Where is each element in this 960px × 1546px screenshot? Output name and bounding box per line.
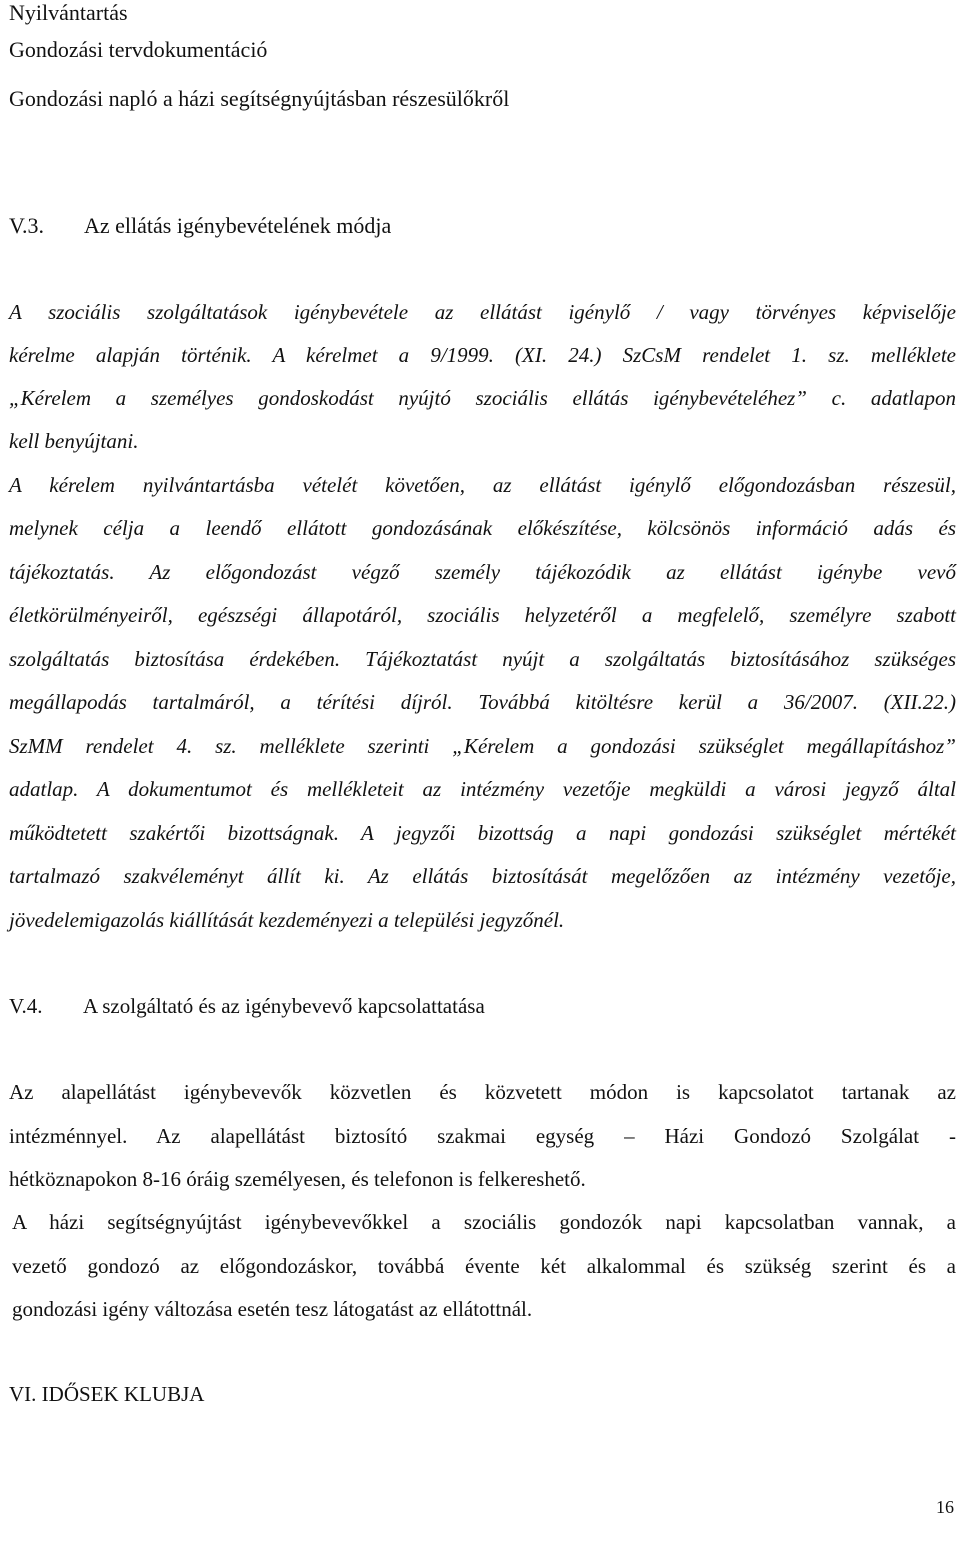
para3-line-3: hétköznapokon 8-16 óráig személyesen, és telefonon is felkereshető.	[9, 1167, 586, 1191]
para2-line-1: A kérelem nyilvántartásba vételét követően, az ellátást igénylő előgondozásban részesül,	[9, 473, 956, 497]
section-v4-number: V.4.	[9, 994, 43, 1018]
section-vi-title: VI. IDŐSEK KLUBJA	[9, 1382, 205, 1406]
para1-line-2: kérelme alapján történik. A kérelmet a 9/1999. (XI. 24.) SzCsM rendelet 1. sz. melléklete	[9, 343, 956, 367]
para3-line-1: Az alapellátást igénybevevők közvetlen és közvetett módon is kapcsolatot tartanak az	[9, 1080, 956, 1104]
para1-line-1: A szociális szolgáltatások igénybevétele az ellátást igénylő / vagy törvényes képviselője	[9, 300, 956, 324]
para2-line-7: SzMM rendelet 4. sz. melléklete szerinti „Kérelem a gondozási szükséglet megállapításhoz”	[9, 734, 956, 758]
page-number: 16	[936, 1497, 954, 1517]
para1-line-4: kell benyújtani.	[9, 429, 139, 453]
para2-line-10: tartalmazó szakvéleményt állít ki. Az ellátás biztosítását megelőzően az intézmény vezetője,	[9, 864, 956, 888]
para4-line-2: vezető gondozó az előgondozáskor, továbbá évente két alkalommal és szükség szerint és a	[12, 1254, 956, 1278]
para2-line-11: jövedelemigazolás kiállítását kezdeményezi a települési jegyzőnél.	[9, 908, 565, 932]
section-v3-number: V.3.	[9, 213, 45, 238]
para4-line-1: A házi segítségnyújtást igénybevevőkkel a szociális gondozók napi kapcsolatban vannak, a	[12, 1210, 956, 1234]
para2-line-6: megállapodás tartalmáról, a térítési díjról. Továbbá kitöltésre kerül a 36/2007. (XII.22.)	[9, 690, 956, 714]
para2-line-9: működtetett szakértői bizottságnak. A jegyzői bizottság a napi gondozási szükséglet mértékét	[9, 821, 956, 845]
header-line-2: Gondozási tervdokumentáció	[9, 37, 268, 62]
para2-line-8: adatlap. A dokumentumot és mellékleteit az intézmény vezetője megküldi a városi jegyző által	[9, 777, 956, 801]
section-v4-title: A szolgáltató és az igénybevevő kapcsolattatása	[83, 994, 485, 1018]
para3-line-2: intézménnyel. Az alapellátást biztosító szakmai egység – Házi Gondozó Szolgálat -	[9, 1124, 956, 1148]
header-line-3: Gondozási napló a házi segítségnyújtásban részesülőkről	[9, 86, 510, 111]
para4-line-3: gondozási igény változása esetén tesz látogatást az ellátottnál.	[12, 1297, 533, 1321]
para2-line-5: szolgáltatás biztosítása érdekében. Tájékoztatást nyújt a szolgáltatás biztosításához szükséges	[9, 647, 956, 671]
para2-line-2: melynek célja a leendő ellátott gondozásának előkészítése, kölcsönös információ adás és	[9, 516, 956, 540]
para1-line-3: „Kérelem a személyes gondoskodást nyújtó szociális ellátás igénybevételéhez” c. adatlapon	[9, 386, 956, 410]
para2-line-3: tájékoztatás. Az előgondozást végző személy tájékozódik az ellátást igénybe vevő	[9, 560, 956, 584]
header-line-1: Nyilvántartás	[9, 0, 128, 25]
section-v3-title: Az ellátás igénybevételének módja	[84, 213, 392, 238]
para2-line-4: életkörülményeiről, egészségi állapotáról, szociális helyzetéről a megfelelő, személyre szabott	[9, 603, 956, 627]
